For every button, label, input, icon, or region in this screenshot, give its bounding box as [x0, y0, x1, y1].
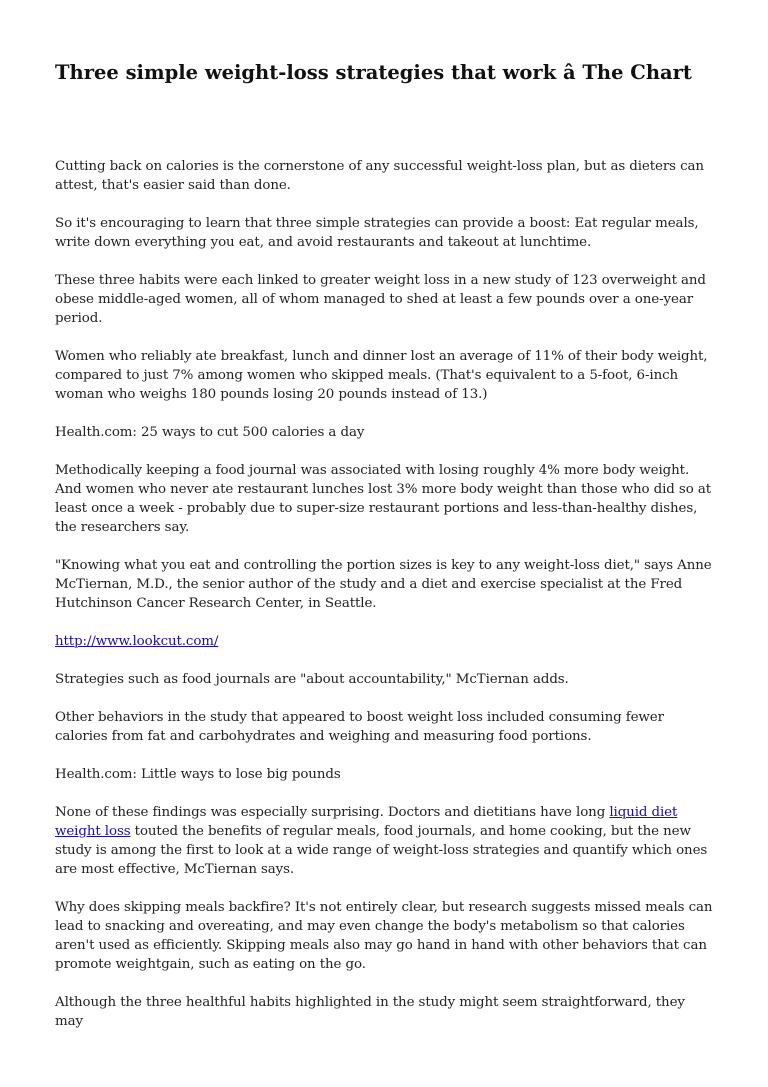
document-title: Three simple weight-loss strategies that work â The Chart: [55, 61, 692, 84]
related-link-text: Health.com: 25 ways to cut 500 calories a day: [55, 425, 365, 440]
findings-text-before: None of these findings was especially surprising. Doctors and dietitians have long: [55, 805, 610, 820]
document-page: [55, 60, 715, 1050]
findings-paragraph: [55, 803, 715, 879]
paragraph: Women who reliably ate breakfast, lunch and dinner lost an average of 11% of their body weight, compared to just 7% among women who skipped meals. (That's equivalent to a 5-foot, 6-inch woman who weighs 180 pounds losing 20 pounds instead of 13.): [55, 349, 708, 402]
article-body: [55, 157, 715, 1031]
related-link-text: Health.com: Little ways to lose big pounds: [55, 767, 341, 782]
paragraph: These three habits were each linked to greater weight loss in a new study of 123 overweight and obese middle-aged women, all of whom managed to shed at least a few pounds over a one-year period.: [55, 273, 706, 326]
paragraph: Strategies such as food journals are "about accountability," McTiernan adds.: [55, 672, 569, 687]
paragraph: So it's encouraging to learn that three simple strategies can provide a boost: Eat regular meals, write down everything you eat, and avoid restaurants and takeout at lunchtime.: [55, 216, 699, 250]
paragraph: Methodically keeping a food journal was associated with losing roughly 4% more body weight. And women who never ate restaurant lunches lost 3% more body weight than those who did so at least once a week - probably due to super-size restaurant portions and less-than-healthy dishes, the researchers say.: [55, 463, 711, 535]
findings-text-after: touted the benefits of regular meals, food journals, and home cooking, but the new study is among the first to look at a wide range of weight-loss strategies and quantify which ones are most effective, McTiernan says.: [55, 824, 708, 877]
paragraph: Although the three healthful habits highlighted in the study might seem straightforward, they may: [55, 995, 685, 1029]
paragraph: Why does skipping meals backfire? It's not entirely clear, but research suggests missed meals can lead to snacking and overeating, and may even change the body's metabolism so that calories aren't used as efficiently. Skipping meals also may go hand in hand with other behaviors that can promote weightgain, such as eating on the go.: [55, 900, 713, 972]
paragraph: Cutting back on calories is the cornerstone of any successful weight-loss plan, but as dieters can attest, that's easier said than done.: [55, 159, 704, 193]
liquid-diet-link[interactable]: liquid diet weight loss: [55, 805, 678, 839]
url-paragraph: [55, 632, 715, 651]
lookcut-link[interactable]: http://www.lookcut.com/: [55, 634, 219, 649]
quote-paragraph: "Knowing what you eat and controlling the portion sizes is key to any weight-loss diet," says Anne McTiernan, M.D., the senior author of the study and a diet and exercise specialist at the Fred Hutchinson Cancer Research Center, in Seattle.: [55, 558, 712, 611]
paragraph: Other behaviors in the study that appeared to boost weight loss included consuming fewer calories from fat and carbohydrates and weighing and measuring food portions.: [55, 710, 664, 744]
